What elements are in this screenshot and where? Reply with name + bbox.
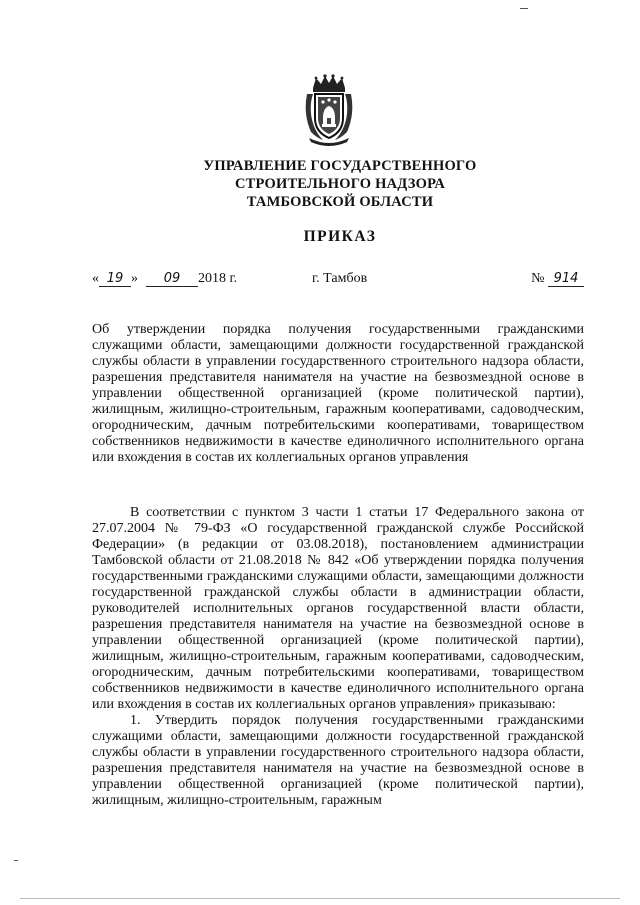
number-label: №: [531, 271, 545, 286]
date-close-quote: »: [131, 271, 138, 286]
date-line: [92, 271, 584, 291]
document-type: ПРИКАЗ: [303, 228, 377, 245]
date-open-quote: «: [92, 271, 99, 286]
document-number: [531, 271, 584, 287]
document-city: г. Тамбов: [312, 271, 368, 286]
document-subject: Об утверждении порядка получения государственными гражданскими служащими области, замещающими должности государственной гражданской службы области в управлении государственного строительного надзора области, разрешения представителя нанимателя на участие на безвозмездной основе в управлении общественной организацией (кроме политической партии), жилищным, жилищно-строительным, гаражным кооперативами, садоводческим, огородническим, дачным потребительскими кооперативами, товариществом собственников недвижимости в качестве единоличного исполнительного органа или вхождения в состав их коллегиальных органов управления: [92, 322, 584, 465]
body-preamble: В соответствии с пунктом 3 части 1 статьи 17 Федерального закона от 27.07.2004 № 79-ФЗ «О государственной гражданской службе Российской Федерации» (в редакции от 03.08.2018), постановлением администрации Тамбовской области от 21.08.2018 № 842 «Об утверждении порядка получения государственными гражданскими служащими области, замещающими должности государственной гражданской службы области в администрации области, руководителей исполнительных органов государственной власти области, разрешения представителя нанимателя на участие на безвозмездной основе в управлении общественной организацией (кроме политической партии), жилищным, жилищно-строительным, гаражным кооперативами, садоводческим, огородническим, дачным потребительскими кооперативами, товариществом собственников недвижимости в качестве единоличного исполнительного органа или вхождения в состав их коллегиальных органов управления» приказываю:: [92, 505, 584, 712]
date-month: 09: [146, 272, 198, 287]
org-title-line-3: ТАМБОВСКОЙ ОБЛАСТИ: [246, 194, 434, 210]
date-day: 19: [99, 272, 131, 287]
number-value: 914: [548, 272, 584, 287]
body-item-1: 1. Утвердить порядок получения государственными гражданскими служащими области, замещающими должности государственной гражданской службы области в управлении государственного строительного надзора области, разрешения представителя нанимателя на участие на безвозмездной основе в управлении общественной организацией (кроме политической партии), жилищным, жилищно-строительным, гаражным: [92, 713, 584, 808]
document-body: [92, 505, 584, 809]
coat-of-arms-icon: [301, 74, 357, 146]
org-title-line-2: СТРОИТЕЛЬНОГО НАДЗОРА: [234, 176, 446, 192]
scan-mark-left: [14, 860, 18, 861]
organization-title: [120, 157, 560, 211]
scan-mark-bottom: [20, 898, 620, 899]
date-year: 2018 г.: [198, 271, 238, 286]
scan-mark-top: [520, 8, 528, 9]
document-date: [92, 271, 237, 287]
org-title-line-1: УПРАВЛЕНИЕ ГОСУДАРСТВЕННОГО: [203, 158, 477, 174]
